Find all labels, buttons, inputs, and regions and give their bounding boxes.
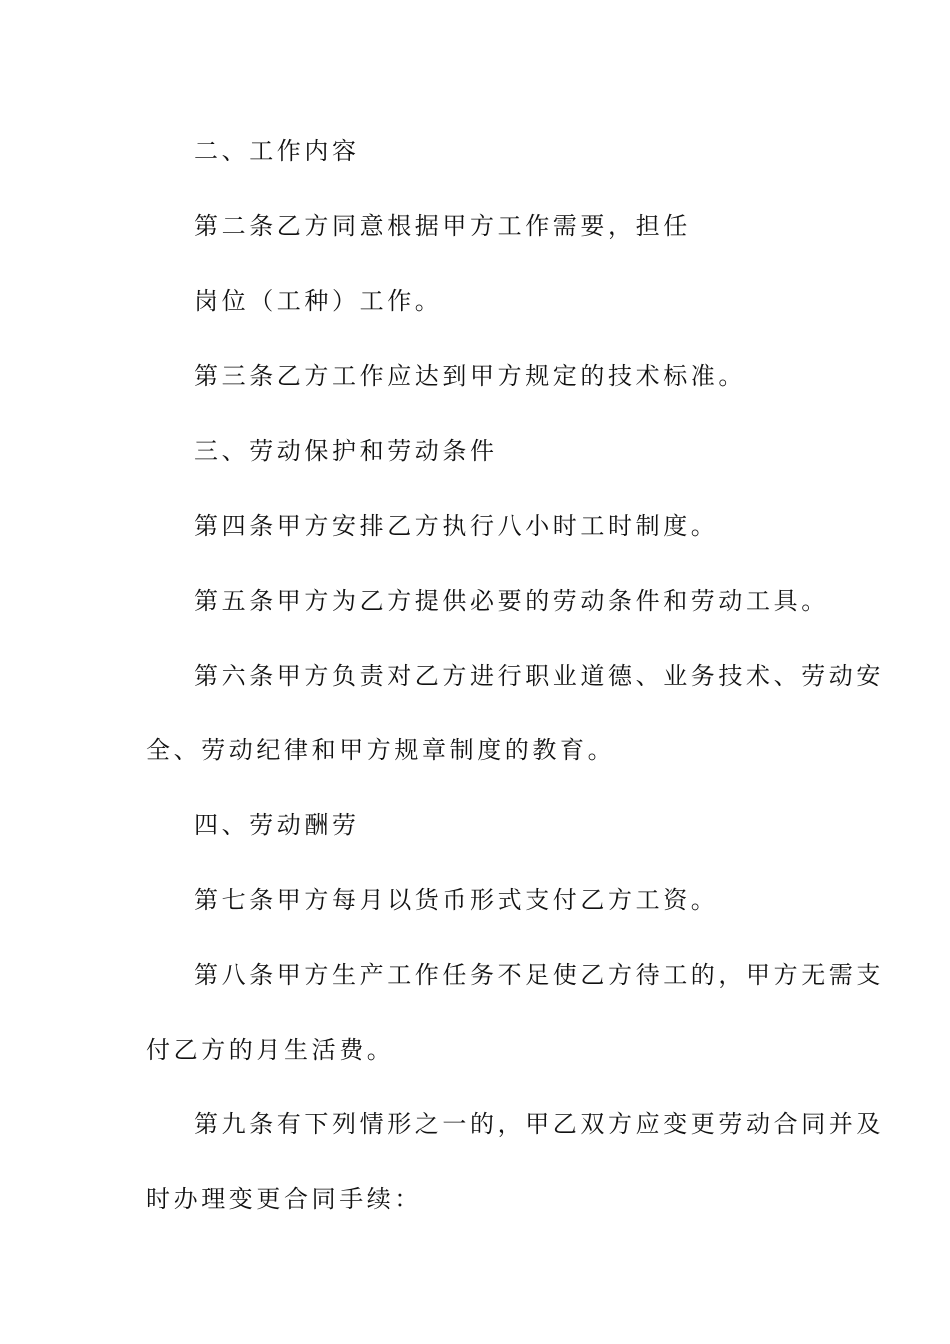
article-6-line-2: 全、劳动纪律和甲方规章制度的教育。	[146, 736, 616, 764]
article-3: 第三条乙方工作应达到甲方规定的技术标准。	[194, 362, 746, 390]
article-2-line-1: 第二条乙方同意根据甲方工作需要，担任	[194, 212, 691, 240]
article-9-line-2: 时办理变更合同手续：	[146, 1185, 422, 1213]
article-5: 第五条甲方为乙方提供必要的劳动条件和劳动工具。	[194, 587, 829, 615]
article-9-line-1: 第九条有下列情形之一的，甲乙双方应变更劳动合同并及	[194, 1110, 884, 1138]
article-6-line-1: 第六条甲方负责对乙方进行职业道德、业务技术、劳动安	[194, 662, 884, 690]
article-8-line-1: 第八条甲方生产工作任务不足使乙方待工的，甲方无需支	[194, 961, 884, 989]
article-7: 第七条甲方每月以货币形式支付乙方工资。	[194, 886, 719, 914]
article-8-line-2: 付乙方的月生活费。	[146, 1036, 395, 1064]
article-4: 第四条甲方安排乙方执行八小时工时制度。	[194, 512, 719, 540]
section-heading-labor-protection: 三、劳动保护和劳动条件	[194, 437, 498, 465]
section-heading-labor-remuneration: 四、劳动酬劳	[194, 811, 360, 839]
section-heading-work-content: 二、工作内容	[194, 137, 360, 165]
article-2-line-2: 岗位（工种）工作。	[194, 287, 443, 315]
